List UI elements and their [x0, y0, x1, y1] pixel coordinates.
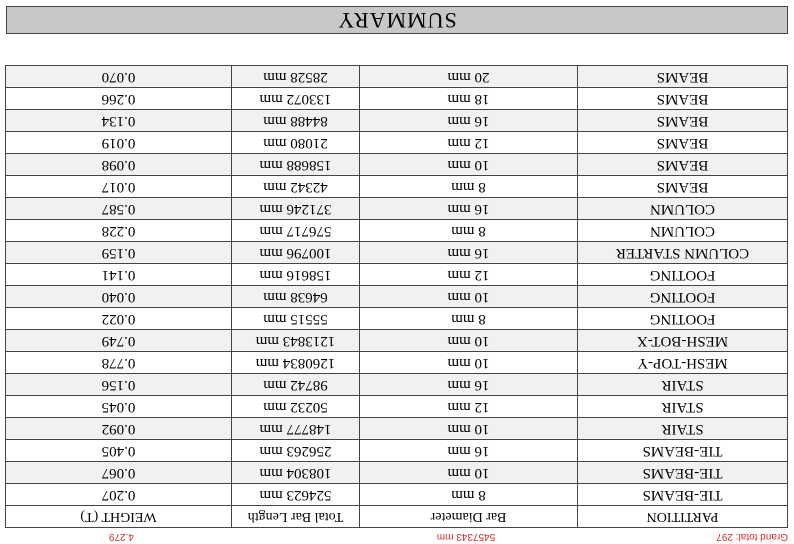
- cell-bar-diameter: 10 mm: [360, 462, 578, 484]
- table-row: [6, 154, 788, 176]
- cell-bar-diameter: 10 mm: [360, 352, 578, 374]
- cell-total-bar-length: 158616 mm: [232, 264, 360, 286]
- cell-weight: 0.156: [6, 374, 232, 396]
- cell-weight: 0.045: [6, 396, 232, 418]
- cell-bar-diameter: 16 mm: [360, 110, 578, 132]
- cell-partition: BEAMS: [578, 154, 788, 176]
- cell-bar-diameter: 16 mm: [360, 440, 578, 462]
- cell-bar-diameter: 10 mm: [360, 286, 578, 308]
- cell-total-bar-length: 256263 mm: [232, 440, 360, 462]
- cell-total-bar-length: 64638 mm: [232, 286, 360, 308]
- cell-total-bar-length: 133072 mm: [232, 88, 360, 110]
- cell-partition: TIE-BEAMS: [578, 440, 788, 462]
- cell-weight: 0.098: [6, 154, 232, 176]
- schedule-title: SUMMARY: [6, 6, 788, 34]
- cell-partition: COLUMN: [578, 198, 788, 220]
- summary-table: [5, 65, 788, 528]
- cell-total-bar-length: 108304 mm: [232, 462, 360, 484]
- grand-total-count: Grand total: 297: [716, 531, 788, 542]
- cell-partition: BEAMS: [578, 88, 788, 110]
- table-row: [6, 418, 788, 440]
- cell-weight: 0.017: [6, 176, 232, 198]
- cell-bar-diameter: 10 mm: [360, 418, 578, 440]
- cell-partition: TIE-BEAMS: [578, 462, 788, 484]
- cell-total-bar-length: 576717 mm: [232, 220, 360, 242]
- table-row: [6, 264, 788, 286]
- cell-weight: 0.207: [6, 484, 232, 506]
- cell-weight: 0.778: [6, 352, 232, 374]
- cell-partition: FOOTING: [578, 308, 788, 330]
- header-total-bar-length: Total Bar Length: [232, 506, 360, 528]
- cell-partition: FOOTING: [578, 264, 788, 286]
- cell-total-bar-length: 28528 mm: [232, 66, 360, 88]
- table-row: [6, 396, 788, 418]
- table-row: [6, 374, 788, 396]
- table-row: [6, 220, 788, 242]
- table-row: [6, 132, 788, 154]
- cell-partition: COLUMN: [578, 220, 788, 242]
- cell-weight: 0.141: [6, 264, 232, 286]
- cell-weight: 0.022: [6, 308, 232, 330]
- cell-weight: 0.228: [6, 220, 232, 242]
- table-row: [6, 66, 788, 88]
- cell-partition: STAIR: [578, 374, 788, 396]
- cell-bar-diameter: 8 mm: [360, 308, 578, 330]
- cell-bar-diameter: 16 mm: [360, 374, 578, 396]
- cell-total-bar-length: 100796 mm: [232, 242, 360, 264]
- cell-weight: 0.405: [6, 440, 232, 462]
- header-row: [6, 506, 788, 528]
- table-row: [6, 88, 788, 110]
- cell-weight: 0.587: [6, 198, 232, 220]
- table-row: [6, 198, 788, 220]
- cell-partition: BEAMS: [578, 110, 788, 132]
- table-row: [6, 176, 788, 198]
- table-row: [6, 308, 788, 330]
- cell-partition: BEAMS: [578, 66, 788, 88]
- cell-bar-diameter: 12 mm: [360, 396, 578, 418]
- cell-total-bar-length: 148777 mm: [232, 418, 360, 440]
- cell-partition: STAIR: [578, 396, 788, 418]
- cell-weight: 0.067: [6, 462, 232, 484]
- table-row: [6, 330, 788, 352]
- cell-partition: STAIR: [578, 418, 788, 440]
- cell-weight: 0.134: [6, 110, 232, 132]
- cell-weight: 0.040: [6, 286, 232, 308]
- cell-partition: BEAMS: [578, 176, 788, 198]
- cell-total-bar-length: 98742 mm: [232, 374, 360, 396]
- header-bar-diameter: Bar Diameter: [360, 506, 578, 528]
- table-row: [6, 110, 788, 132]
- header-weight: WEIGHT (T): [6, 506, 232, 528]
- cell-bar-diameter: 10 mm: [360, 330, 578, 352]
- table-row: [6, 440, 788, 462]
- cell-total-bar-length: 158688 mm: [232, 154, 360, 176]
- cell-weight: 0.019: [6, 132, 232, 154]
- cell-bar-diameter: 16 mm: [360, 198, 578, 220]
- cell-total-bar-length: 1260834 mm: [232, 352, 360, 374]
- table-row: [6, 286, 788, 308]
- cell-partition: COLUMN STARTER: [578, 242, 788, 264]
- cell-bar-diameter: 20 mm: [360, 66, 578, 88]
- header-partition: PARTITION: [578, 506, 788, 528]
- cell-total-bar-length: 42342 mm: [232, 176, 360, 198]
- table-row: [6, 352, 788, 374]
- cell-partition: MESH-BOT-X: [578, 330, 788, 352]
- cell-bar-diameter: 18 mm: [360, 88, 578, 110]
- cell-weight: 0.266: [6, 88, 232, 110]
- table-row: [6, 462, 788, 484]
- cell-bar-diameter: 8 mm: [360, 220, 578, 242]
- cell-partition: TIE-BEAMS: [578, 484, 788, 506]
- grand-total-weight: 4.279: [108, 531, 134, 542]
- table-row: [6, 484, 788, 506]
- cell-total-bar-length: 50232 mm: [232, 396, 360, 418]
- cell-bar-diameter: 16 mm: [360, 242, 578, 264]
- cell-bar-diameter: 12 mm: [360, 264, 578, 286]
- cell-bar-diameter: 12 mm: [360, 132, 578, 154]
- cell-weight: 0.070: [6, 66, 232, 88]
- cell-weight: 0.092: [6, 418, 232, 440]
- table-row: [6, 242, 788, 264]
- cell-total-bar-length: 371246 mm: [232, 198, 360, 220]
- grand-total-length: 5457343 mm: [436, 531, 496, 542]
- grand-total-row: [0, 528, 794, 544]
- cell-total-bar-length: 55515 mm: [232, 308, 360, 330]
- cell-bar-diameter: 8 mm: [360, 176, 578, 198]
- cell-partition: BEAMS: [578, 132, 788, 154]
- cell-total-bar-length: 524623 mm: [232, 484, 360, 506]
- cell-total-bar-length: 84488 mm: [232, 110, 360, 132]
- cell-weight: 0.159: [6, 242, 232, 264]
- cell-bar-diameter: 8 mm: [360, 484, 578, 506]
- cell-partition: FOOTING: [578, 286, 788, 308]
- cell-weight: 0.749: [6, 330, 232, 352]
- summary-table-body: [6, 66, 788, 528]
- cell-bar-diameter: 10 mm: [360, 154, 578, 176]
- cell-total-bar-length: 21080 mm: [232, 132, 360, 154]
- cell-total-bar-length: 1213843 mm: [232, 330, 360, 352]
- cell-partition: MESH-TOP-Y: [578, 352, 788, 374]
